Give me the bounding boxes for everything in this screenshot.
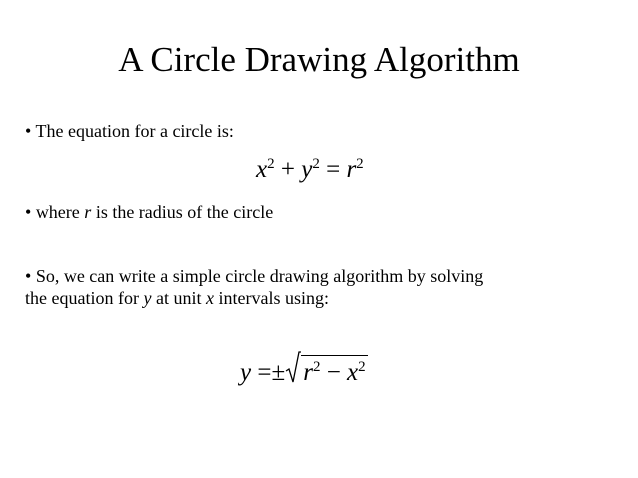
eq-minus: − [326,359,341,386]
bullet-line-1: So, we can write a simple circle drawing algorithm by solving [35,266,484,286]
eq-var-r: r [303,359,313,386]
bullet-algorithm-description [25,265,483,309]
eq-plus: + [280,156,295,183]
bullet-text-pre: where [35,202,85,222]
eq-var-y: y [301,156,313,183]
eq-var-x: x [347,359,359,386]
eq-exponent: 2 [356,156,364,172]
bullet-marker: • [25,266,32,286]
line2-var-x: x [205,288,214,308]
eq-var-x: x [256,156,268,183]
bullet-text-post: is the radius of the circle [91,202,274,222]
circle-equation [256,155,364,185]
bullet-marker: • [25,121,32,141]
line2-mid: at unit [151,288,206,308]
eq-equals: = [326,156,341,183]
line2-post: intervals using: [213,288,329,308]
square-root [285,355,367,388]
eq-exponent: 2 [312,156,320,172]
eq-var-r: r [346,156,357,183]
line2-pre: the equation for [25,288,144,308]
square-root-sign-icon [285,351,301,385]
eq-plus-minus: ± [271,359,286,386]
bullet-circle-equation [25,120,234,142]
eq-exponent: 2 [267,156,275,172]
eq-equals: = [257,359,272,386]
line2-var-y: y [143,288,152,308]
bullet-marker: • [25,202,32,222]
eq-var-y: y [240,359,252,386]
radicand [301,355,367,388]
bullet-radius-definition [25,201,273,223]
bullet-var-r: r [84,202,92,222]
bullet-text: The equation for a circle is: [35,121,234,141]
solved-y-equation [240,355,368,388]
bullet-line-2 [25,287,483,309]
eq-exponent: 2 [312,359,321,375]
eq-exponent: 2 [358,359,366,375]
slide-title: A Circle Drawing Algorithm [118,40,520,79]
